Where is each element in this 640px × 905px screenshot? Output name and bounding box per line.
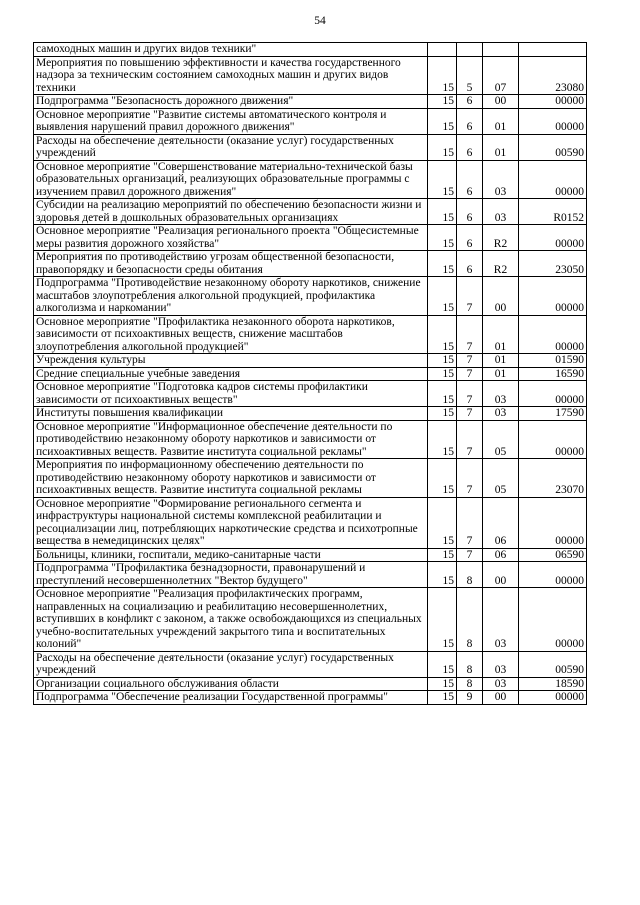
direction-code-cell: 18590 [519,677,587,691]
item-name-cell: Мероприятия по информационному обеспечению деятельности по противодействию незаконному обороту наркотиков и зависимости от психоактивных веществ. Развитие института социальной рекламы [34,459,428,498]
direction-code-cell: 00000 [519,420,587,459]
direction-code-cell: 23050 [519,251,587,277]
item-name-cell: Средние специальные учебные заведения [34,367,428,381]
program-code-cell: 15 [428,548,457,562]
direction-code-cell: 00000 [519,277,587,316]
table-row [34,548,587,562]
table-row [34,134,587,160]
item-name-cell: Мероприятия по противодействию угрозам общественной безопасности, правопорядку и безопасности среды обитания [34,251,428,277]
item-name-cell: Подпрограмма "Безопасность дорожного движения" [34,95,428,109]
subprogram-code-cell: 5 [457,56,483,95]
program-code-cell: 15 [428,588,457,652]
subprogram-code-cell: 7 [457,459,483,498]
subprogram-code-cell: 7 [457,497,483,548]
item-name-cell: Институты повышения квалификации [34,407,428,421]
program-code-cell: 15 [428,691,457,705]
table-row [34,277,587,316]
direction-code-cell: 17590 [519,407,587,421]
subprogram-code-cell: 9 [457,691,483,705]
direction-code-cell: 00000 [519,691,587,705]
direction-code-cell: 23080 [519,56,587,95]
subprogram-code-cell: 7 [457,381,483,407]
item-name-cell: Расходы на обеспечение деятельности (оказание услуг) государственных учреждений [34,651,428,677]
program-code-cell: 15 [428,459,457,498]
item-name-cell: Основное мероприятие "Реализация регионального проекта "Общесистемные меры развития дорожного хозяйства" [34,225,428,251]
subprogram-code-cell: 7 [457,548,483,562]
subprogram-code-cell: 7 [457,277,483,316]
program-code-cell: 15 [428,381,457,407]
table-row [34,367,587,381]
activity-code-cell: 05 [483,459,519,498]
program-code-cell: 15 [428,651,457,677]
item-name-cell: Основное мероприятие "Развитие системы автоматического контроля и выявления нарушений правил дорожного движения" [34,108,428,134]
budget-classification-table [33,42,587,705]
item-name-cell: Основное мероприятие "Формирование регионального сегмента и инфраструктуры национальной системы комплексной реабилитации и ресоциализации лиц, потребляющих наркотические средства и психотропные вещества в немедицинских целях" [34,497,428,548]
subprogram-code-cell: 6 [457,251,483,277]
subprogram-code-cell: 6 [457,160,483,199]
table-row [34,56,587,95]
activity-code-cell: 01 [483,315,519,354]
item-name-cell: Основное мероприятие "Профилактика незаконного оборота наркотиков, зависимости от психоактивных веществ, снижение масштабов злоупотребления алкогольной продукцией" [34,315,428,354]
page-number: 54 [314,15,326,27]
direction-code-cell: 00000 [519,315,587,354]
subprogram-code-cell: 7 [457,420,483,459]
item-name-cell: Мероприятия по повышению эффективности и качества государственного надзора за техническим состоянием самоходных машин и других видов техники [34,56,428,95]
item-name-cell: Организации социального обслуживания области [34,677,428,691]
activity-code-cell: 00 [483,277,519,316]
item-name-cell: Больницы, клиники, госпитали, медико-санитарные части [34,548,428,562]
table-row [34,691,587,705]
subprogram-code-cell: 7 [457,407,483,421]
subprogram-code-cell [457,43,483,57]
activity-code-cell: 01 [483,108,519,134]
activity-code-cell: 00 [483,95,519,109]
item-name-cell: Учреждения культуры [34,354,428,368]
activity-code-cell: R2 [483,225,519,251]
direction-code-cell: 00000 [519,588,587,652]
item-name-cell: Основное мероприятие "Совершенствование материально-технической базы образовательных организаций, реализующих образовательные программы с изучением правил дорожного движения" [34,160,428,199]
subprogram-code-cell: 7 [457,354,483,368]
program-code-cell: 15 [428,407,457,421]
program-code-cell: 15 [428,677,457,691]
program-code-cell: 15 [428,420,457,459]
activity-code-cell: 07 [483,56,519,95]
subprogram-code-cell: 6 [457,199,483,225]
activity-code-cell: 00 [483,562,519,588]
subprogram-code-cell: 8 [457,562,483,588]
program-code-cell: 15 [428,315,457,354]
table-row [34,95,587,109]
item-name-cell: Основное мероприятие "Реализация профилактических программ, направленных на социализацию и реабилитацию несовершеннолетних, вступивших в конфликт с законом, а также освобождающихся из специальных учебно-воспитательных учреждений закрытого типа и воспитательных колоний" [34,588,428,652]
table-row [34,651,587,677]
program-code-cell: 15 [428,251,457,277]
program-code-cell: 15 [428,225,457,251]
table-row [34,420,587,459]
subprogram-code-cell: 6 [457,108,483,134]
table-row [34,199,587,225]
item-name-cell: Основное мероприятие "Информационное обеспечение деятельности по противодействию незаконному обороту наркотиков и зависимости от психоактивных веществ. Развитие института социальной рекламы" [34,420,428,459]
subprogram-code-cell: 6 [457,225,483,251]
program-code-cell: 15 [428,134,457,160]
program-code-cell [428,43,457,57]
item-name-cell: Подпрограмма "Противодействие незаконному обороту наркотиков, снижение масштабов злоупотребления алкогольной продукцией, профилактика алкоголизма и наркомании" [34,277,428,316]
item-name-cell: Основное мероприятие "Подготовка кадров системы профилактики зависимости от психоактивных веществ" [34,381,428,407]
activity-code-cell: 03 [483,588,519,652]
activity-code-cell: 03 [483,651,519,677]
direction-code-cell: R0152 [519,199,587,225]
activity-code-cell: 06 [483,497,519,548]
direction-code-cell: 00590 [519,134,587,160]
subprogram-code-cell: 7 [457,315,483,354]
activity-code-cell: 03 [483,160,519,199]
table-row [34,43,587,57]
direction-code-cell: 00000 [519,562,587,588]
program-code-cell: 15 [428,562,457,588]
direction-code-cell: 00000 [519,108,587,134]
subprogram-code-cell: 7 [457,367,483,381]
activity-code-cell: 03 [483,407,519,421]
activity-code-cell: 03 [483,199,519,225]
subprogram-code-cell: 6 [457,95,483,109]
subprogram-code-cell: 8 [457,651,483,677]
item-name-cell: Подпрограмма "Профилактика безнадзорности, правонарушений и преступлений несовершеннолетних "Вектор будущего" [34,562,428,588]
item-name-cell: Расходы на обеспечение деятельности (оказание услуг) государственных учреждений [34,134,428,160]
table-row [34,225,587,251]
table-body [34,43,587,705]
direction-code-cell: 00000 [519,160,587,199]
direction-code-cell: 16590 [519,367,587,381]
program-code-cell: 15 [428,367,457,381]
table-row [34,354,587,368]
direction-code-cell: 00000 [519,95,587,109]
direction-code-cell: 00000 [519,225,587,251]
direction-code-cell: 01590 [519,354,587,368]
program-code-cell: 15 [428,277,457,316]
activity-code-cell: 03 [483,381,519,407]
activity-code-cell: 06 [483,548,519,562]
activity-code-cell [483,43,519,57]
program-code-cell: 15 [428,199,457,225]
table-row [34,588,587,652]
program-code-cell: 15 [428,354,457,368]
table-row [34,407,587,421]
program-code-cell: 15 [428,160,457,199]
program-code-cell: 15 [428,95,457,109]
direction-code-cell: 00000 [519,381,587,407]
item-name-cell: самоходных машин и других видов техники" [34,43,428,57]
table-row [34,677,587,691]
direction-code-cell: 23070 [519,459,587,498]
item-name-cell: Субсидии на реализацию мероприятий по обеспечению безопасности жизни и здоровья детей в дошкольных образовательных организациях [34,199,428,225]
table-row [34,497,587,548]
program-code-cell: 15 [428,497,457,548]
table-row [34,562,587,588]
activity-code-cell: 05 [483,420,519,459]
direction-code-cell: 00000 [519,497,587,548]
table-row [34,251,587,277]
table-row [34,315,587,354]
table-row [34,381,587,407]
activity-code-cell: 00 [483,691,519,705]
activity-code-cell: 03 [483,677,519,691]
direction-code-cell [519,43,587,57]
activity-code-cell: 01 [483,134,519,160]
activity-code-cell: 01 [483,367,519,381]
direction-code-cell: 06590 [519,548,587,562]
table-row [34,108,587,134]
program-code-cell: 15 [428,108,457,134]
direction-code-cell: 00590 [519,651,587,677]
subprogram-code-cell: 8 [457,588,483,652]
table-row [34,160,587,199]
program-code-cell: 15 [428,56,457,95]
activity-code-cell: 01 [483,354,519,368]
subprogram-code-cell: 8 [457,677,483,691]
activity-code-cell: R2 [483,251,519,277]
item-name-cell: Подпрограмма "Обеспечение реализации Государственной программы" [34,691,428,705]
subprogram-code-cell: 6 [457,134,483,160]
table-row [34,459,587,498]
